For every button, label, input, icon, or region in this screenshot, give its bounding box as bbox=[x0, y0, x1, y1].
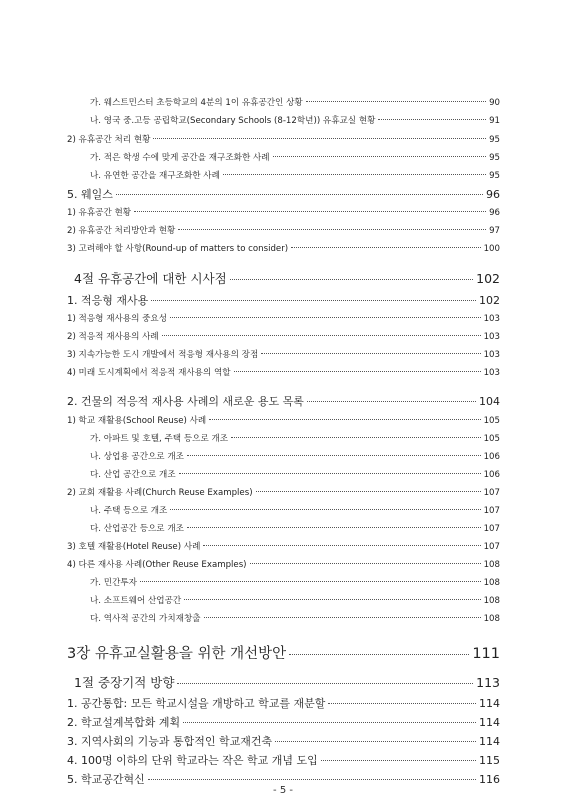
dot-leader bbox=[321, 760, 476, 761]
dot-leader bbox=[231, 437, 481, 438]
toc-title: 5. 학교공간혁신 bbox=[67, 773, 145, 786]
toc-page: 108 bbox=[483, 560, 500, 570]
toc-page: 95 bbox=[489, 171, 500, 181]
dot-leader bbox=[153, 138, 486, 139]
toc-page: 96 bbox=[489, 208, 500, 218]
toc-title: 나. 주택 등으로 개조 bbox=[90, 506, 168, 516]
toc-title: 1) 적응형 재사용의 중요성 bbox=[67, 314, 168, 324]
toc-title: 2) 적응적 재사용의 사례 bbox=[67, 332, 159, 342]
toc-entry[interactable] bbox=[90, 468, 500, 480]
toc-title: 3) 고려해야 할 사항(Round-up of matters to consider) bbox=[67, 244, 289, 254]
toc-title: 나. 소프트웨어 산업공간 bbox=[90, 596, 182, 606]
toc-page: 105 bbox=[483, 416, 500, 426]
toc-entry[interactable] bbox=[67, 695, 500, 711]
dot-leader bbox=[306, 101, 486, 102]
dot-leader bbox=[177, 683, 473, 684]
dot-leader bbox=[134, 211, 486, 212]
toc-title: 가. 민간투자 bbox=[90, 578, 137, 588]
toc-title: 나. 상업용 공간으로 개조 bbox=[90, 452, 184, 462]
toc-entry[interactable] bbox=[90, 432, 500, 444]
toc-entry[interactable] bbox=[67, 733, 500, 749]
dot-leader bbox=[170, 509, 480, 510]
toc-entry[interactable] bbox=[67, 558, 500, 570]
toc-entry[interactable] bbox=[67, 242, 500, 254]
toc-title: 3) 호텔 재활용(Hotel Reuse) 사례 bbox=[67, 542, 201, 552]
toc-page: 106 bbox=[483, 452, 500, 462]
toc-entry[interactable] bbox=[90, 504, 500, 516]
toc-page: 102 bbox=[476, 271, 500, 286]
toc-entry[interactable] bbox=[90, 594, 500, 606]
toc-title: 가. 웨스트민스터 초등학교의 4분의 1이 유휴공간인 상황 bbox=[90, 98, 303, 108]
toc-page: 107 bbox=[483, 542, 500, 552]
toc-title: 4) 다른 재사용 사례(Other Reuse Examples) bbox=[67, 560, 247, 570]
toc-page: 105 bbox=[483, 434, 500, 444]
toc-page: 102 bbox=[479, 294, 500, 307]
toc-page: 103 bbox=[483, 332, 500, 342]
page-number: - 5 - bbox=[273, 785, 293, 796]
dot-leader bbox=[187, 455, 481, 456]
toc-entry[interactable] bbox=[67, 186, 500, 202]
toc-entry[interactable] bbox=[90, 151, 500, 163]
toc-entry[interactable] bbox=[67, 312, 500, 324]
dot-leader bbox=[148, 779, 476, 780]
toc-page: 107 bbox=[483, 488, 500, 498]
dot-leader bbox=[187, 527, 481, 528]
toc-title: 다. 산업 공간으로 개조 bbox=[90, 470, 176, 480]
dot-leader bbox=[203, 545, 480, 546]
dot-leader bbox=[273, 156, 486, 157]
toc-entry[interactable] bbox=[90, 169, 500, 181]
dot-leader bbox=[275, 741, 476, 742]
toc-title: 4. 100명 이하의 단위 학교라는 작은 학교 개념 도입 bbox=[67, 754, 318, 767]
toc-page: 113 bbox=[476, 675, 500, 690]
toc-entry[interactable] bbox=[74, 673, 500, 691]
toc-page: 115 bbox=[479, 754, 500, 767]
toc-entry[interactable] bbox=[67, 414, 500, 426]
toc-page: 108 bbox=[483, 578, 500, 588]
toc-title: 1) 유휴공간 현황 bbox=[67, 208, 132, 218]
toc-entry[interactable] bbox=[90, 576, 500, 588]
toc-title: 1) 학교 재활용(School Reuse) 사례 bbox=[67, 416, 207, 426]
dot-leader bbox=[151, 300, 476, 301]
dot-leader bbox=[261, 353, 480, 354]
toc-entry[interactable] bbox=[90, 114, 500, 126]
toc-entry[interactable] bbox=[67, 393, 500, 409]
toc-page: 95 bbox=[489, 135, 500, 145]
dot-leader bbox=[328, 703, 476, 704]
toc-entry[interactable] bbox=[67, 366, 500, 378]
toc-entry[interactable] bbox=[90, 612, 500, 624]
toc-title: 5. 웨일스 bbox=[67, 188, 113, 201]
toc-page: 95 bbox=[489, 153, 500, 163]
dot-leader bbox=[378, 119, 486, 120]
dot-leader bbox=[223, 174, 486, 175]
toc-page: 90 bbox=[489, 98, 500, 108]
dot-leader bbox=[291, 247, 480, 248]
toc-entry[interactable] bbox=[67, 348, 500, 360]
toc-title: 가. 아파트 및 호텔, 주택 등으로 개조 bbox=[90, 434, 229, 444]
dot-leader bbox=[140, 581, 481, 582]
toc-entry[interactable] bbox=[67, 133, 500, 145]
toc-title: 나. 영국 중.고등 공립학교(Secondary Schools (8-12학년)) 유휴교실 현황 bbox=[90, 116, 376, 126]
toc-page: 116 bbox=[479, 773, 500, 786]
toc-title: 4절 유휴공간에 대한 시사점 bbox=[74, 271, 227, 286]
dot-leader bbox=[178, 229, 486, 230]
dot-leader bbox=[204, 617, 481, 618]
toc-entry[interactable] bbox=[90, 96, 500, 108]
dot-leader bbox=[307, 401, 476, 402]
toc-page: 114 bbox=[479, 735, 500, 748]
dot-leader bbox=[234, 371, 481, 372]
toc-page: 107 bbox=[483, 524, 500, 534]
toc-entry[interactable] bbox=[90, 522, 500, 534]
toc-page: 114 bbox=[479, 697, 500, 710]
dot-leader bbox=[184, 599, 480, 600]
toc-title: 다. 역사적 공간의 가치재창출 bbox=[90, 614, 201, 624]
toc-title: 3) 지속가능한 도시 개발에서 적응형 재사용의 장점 bbox=[67, 350, 259, 360]
toc-page: 111 bbox=[472, 646, 500, 662]
dot-leader bbox=[250, 563, 481, 564]
toc-page: 104 bbox=[479, 395, 500, 408]
toc-entry[interactable] bbox=[67, 206, 500, 218]
dot-leader bbox=[230, 279, 473, 280]
dot-leader bbox=[209, 419, 480, 420]
toc-title: 1. 공간통합: 모든 학교시설을 개방하고 학교를 재분할 bbox=[67, 697, 326, 710]
toc-title: 나. 유연한 공간을 재구조화한 사례 bbox=[90, 171, 220, 181]
toc-title: 1절 중장기적 방향 bbox=[74, 675, 175, 690]
toc-entry[interactable] bbox=[67, 540, 500, 552]
toc-page: 91 bbox=[489, 116, 500, 126]
toc-page: 100 bbox=[483, 244, 500, 254]
toc-entry[interactable] bbox=[67, 714, 500, 730]
toc-page: 114 bbox=[479, 716, 500, 729]
toc-entry[interactable] bbox=[67, 292, 500, 308]
toc-page: 106 bbox=[483, 470, 500, 480]
dot-leader bbox=[116, 194, 483, 195]
toc-title: 2) 유휴공간 처리 현황 bbox=[67, 135, 151, 145]
toc-title: 2) 교회 재활용 사례(Church Reuse Examples) bbox=[67, 488, 253, 498]
toc-page: 103 bbox=[483, 350, 500, 360]
dot-leader bbox=[179, 473, 481, 474]
toc-title: 3. 지역사회의 기능과 통합적인 학교재건축 bbox=[67, 735, 273, 748]
toc-entry[interactable] bbox=[67, 642, 500, 663]
toc-page: 97 bbox=[489, 226, 500, 236]
toc-title: 가. 적은 학생 수에 맞게 공간을 재구조화한 사례 bbox=[90, 153, 270, 163]
toc-page: 103 bbox=[483, 368, 500, 378]
toc-entry[interactable] bbox=[74, 269, 500, 287]
toc-title: 2) 유휴공간 처리방안과 현황 bbox=[67, 226, 176, 236]
toc-entry[interactable] bbox=[90, 450, 500, 462]
dot-leader bbox=[256, 491, 481, 492]
toc-title: 2. 학교설계복합화 계획 bbox=[67, 716, 181, 729]
toc-entry[interactable] bbox=[67, 224, 500, 236]
toc-page: 107 bbox=[483, 506, 500, 516]
toc-page: 96 bbox=[486, 188, 500, 201]
dot-leader bbox=[289, 654, 469, 655]
toc-page: 103 bbox=[483, 314, 500, 324]
toc-title: 1. 적응형 재사용 bbox=[67, 294, 149, 307]
toc-title: 3장 유휴교실활용을 위한 개선방안 bbox=[67, 646, 287, 662]
toc-entry[interactable] bbox=[67, 752, 500, 768]
toc-title: 2. 건물의 적응적 재사용 사례의 새로운 용도 목록 bbox=[67, 395, 304, 408]
dot-leader bbox=[183, 722, 476, 723]
toc-title: 다. 산업공간 등으로 개조 bbox=[90, 524, 184, 534]
toc-page: 108 bbox=[483, 596, 500, 606]
toc-entry[interactable] bbox=[67, 486, 500, 498]
toc-title: 4) 미래 도시계획에서 적응적 재사용의 역할 bbox=[67, 368, 231, 378]
toc-page: 108 bbox=[483, 614, 500, 624]
dot-leader bbox=[170, 317, 481, 318]
toc-entry[interactable] bbox=[67, 330, 500, 342]
dot-leader bbox=[162, 335, 481, 336]
